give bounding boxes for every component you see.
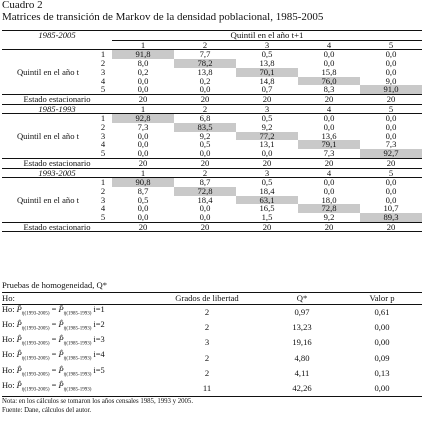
stationary-row (2, 222, 422, 232)
row-axis-label: Quintil en el año t (2, 50, 94, 95)
diagonal-cell: 76,0 (298, 77, 360, 86)
stationary-cell: 20 (174, 222, 236, 232)
row-quintile: 1 (94, 50, 112, 59)
homogeneity-header-row (2, 293, 422, 305)
hypothesis-index: i=4 (93, 350, 105, 360)
period-label: 1985-2005 (2, 31, 112, 41)
matrix-cell: 0,0 (137, 85, 149, 95)
df-cell: 2 (204, 367, 210, 378)
column-header: Valor p (342, 293, 422, 305)
stationary-label: Estado estacionario (2, 94, 112, 104)
matrix-cell: 0,0 (385, 186, 397, 196)
matrix-cell: 7,3 (137, 123, 149, 132)
diagonal-cell: 79,1 (298, 140, 360, 149)
column-number: 4 (298, 168, 360, 178)
column-number: 3 (236, 104, 298, 114)
matrix-cell: 0,0 (323, 186, 335, 196)
period-header-row (2, 104, 422, 114)
period-header-row (2, 31, 422, 41)
period-header-row (2, 168, 422, 178)
stationary-cell: 20 (298, 158, 360, 168)
row-quintile: 2 (100, 186, 106, 196)
diagonal-cell: 72,8 (174, 187, 236, 196)
period-label: 1993-2005 (2, 168, 112, 178)
matrix-cell: 10,7 (383, 204, 399, 214)
row-quintile: 4 (100, 140, 106, 150)
hypothesis-cell: Ho: $P̂_{ij(1993-2005)}$ = $P̂_{ij(1985-1993)}$ i=5 (2, 365, 105, 378)
diagonal-cell: 78,2 (174, 59, 236, 68)
stationary-label: Estado estacionario (2, 222, 112, 232)
p-value-cell: 0,00 (374, 337, 390, 348)
diagonal-cell: 92,7 (360, 149, 422, 158)
row-quintile: 3 (100, 67, 106, 77)
table-title: Matrices de transición de Markov de la densidad poblacional, 1985-2005 (2, 11, 324, 23)
stationary-cell: 20 (360, 94, 422, 104)
row-quintile: 3 (100, 195, 106, 205)
matrix-row (2, 114, 422, 123)
row-quintile: 1 (94, 114, 112, 123)
matrix-cell: 0,0 (385, 59, 397, 68)
stationary-cell: 20 (112, 222, 174, 232)
column-number: 1 (112, 104, 174, 114)
row-quintile: 2 (100, 123, 106, 132)
matrix-row (2, 178, 422, 187)
matrix-cell: 16,5 (259, 204, 275, 214)
matrix-cell: 13,1 (259, 140, 275, 150)
diagonal-cell: 70,1 (236, 68, 298, 77)
matrix-cell: 0,0 (385, 67, 397, 77)
column-number: 5 (360, 168, 422, 178)
column-header: Q* (262, 293, 342, 305)
matrix-cell: 0,7 (261, 85, 273, 95)
column-number-row (2, 40, 422, 50)
q-stat-cell: 19,16 (292, 337, 312, 348)
df-cell: 3 (204, 337, 210, 348)
stationary-row (2, 158, 422, 168)
stationary-cell: 20 (360, 158, 422, 168)
table-number: Cuadro 2 (2, 0, 43, 11)
matrix-cell: 0,2 (137, 67, 149, 77)
matrix-cell: 8,3 (323, 85, 335, 95)
row-axis-label: Quintil en el año t (2, 178, 94, 223)
df-cell: 2 (204, 322, 210, 333)
diagonal-cell: 91,8 (112, 50, 174, 59)
matrix-cell: 8,0 (137, 59, 149, 68)
matrix-cell: 13,6 (321, 131, 337, 141)
blank-cell (2, 40, 112, 50)
matrix-cell: 0,0 (385, 195, 397, 205)
matrix-cell: 0,0 (298, 114, 360, 123)
matrix-cell: 0,0 (137, 213, 149, 223)
row-quintile: 5 (100, 149, 106, 159)
row-quintile: 4 (100, 76, 106, 86)
diagonal-cell: 91,0 (360, 85, 422, 94)
homogeneity-row (2, 366, 422, 381)
diagonal-cell: 90,8 (112, 178, 174, 187)
matrix-cell: 0,0 (199, 85, 211, 95)
column-number: 1 (140, 40, 146, 50)
matrix-cell: 0,0 (385, 123, 397, 132)
matrix-cell: 15,8 (321, 67, 337, 77)
row-quintile: 5 (100, 213, 106, 223)
stationary-cell: 20 (236, 158, 298, 168)
hypothesis-index: i=3 (93, 335, 105, 345)
stationary-cell: 20 (298, 222, 360, 232)
df-cell: 2 (204, 352, 210, 363)
matrix-cell: 0,0 (360, 50, 422, 59)
hypothesis-cell: Ho: $P̂_{ij(1993-2005)}$ = $P̂_{ij(1985-1993)}$ (2, 381, 152, 397)
matrix-cell: 0,0 (298, 178, 360, 187)
homogeneity-title: Pruebas de homogeneidad, Q* (2, 280, 108, 290)
row-quintile: 3 (100, 131, 106, 141)
column-header: Ho: (2, 293, 152, 305)
markov-matrices-table (2, 30, 422, 232)
row-quintile: 2 (100, 59, 106, 68)
matrix-cell: 0,0 (199, 204, 211, 214)
quintile-header: Quintil en el año t+1 (112, 31, 422, 41)
matrix-cell: 0,0 (298, 50, 360, 59)
matrix-cell: 0,0 (137, 149, 149, 159)
column-number: 5 (360, 104, 422, 114)
column-number: 4 (326, 40, 332, 50)
diagonal-cell: 77,2 (236, 132, 298, 141)
matrix-cell: 18,0 (321, 195, 337, 205)
matrix-row (2, 50, 422, 59)
matrix-cell: 0,0 (137, 76, 149, 86)
matrix-cell: 13,8 (259, 59, 275, 68)
row-quintile: 1 (94, 178, 112, 187)
stationary-label: Estado estacionario (2, 158, 112, 168)
matrix-cell: 0,0 (360, 178, 422, 187)
hypothesis-index: i=2 (93, 319, 105, 329)
q-stat-cell: 0,97 (294, 306, 310, 317)
matrix-cell: 0,5 (236, 50, 298, 59)
matrix-cell: 13,8 (197, 67, 213, 77)
matrix-cell: 0,0 (385, 131, 397, 141)
column-number: 2 (174, 168, 236, 178)
matrix-cell: 0,0 (360, 114, 422, 123)
homogeneity-row (2, 350, 422, 365)
q-stat-cell: 13,23 (292, 322, 312, 333)
stationary-cell: 20 (174, 158, 236, 168)
diagonal-cell: 92,8 (112, 114, 174, 123)
stationary-cell: 20 (360, 222, 422, 232)
matrix-cell: 0,2 (199, 76, 211, 86)
matrix-cell: 0,0 (199, 149, 211, 159)
row-quintile: 4 (100, 204, 106, 214)
stationary-cell: 20 (112, 94, 174, 104)
matrix-cell: 1,5 (261, 213, 273, 223)
matrix-cell: 9,2 (323, 213, 335, 223)
hypothesis-index: i=1 (93, 304, 105, 314)
matrix-cell: 7,3 (385, 140, 397, 150)
matrix-cell: 7,7 (174, 50, 236, 59)
matrix-cell: 7,3 (323, 149, 335, 159)
p-value-cell: 0,13 (374, 367, 390, 378)
diagonal-cell: 83,5 (174, 123, 236, 132)
column-number: 2 (202, 40, 208, 50)
column-number: 3 (236, 168, 298, 178)
homogeneity-row (2, 320, 422, 335)
homogeneity-row (2, 335, 422, 350)
hypothesis-index: i=5 (93, 365, 105, 375)
hypothesis-cell: Ho: $P̂_{ij(1993-2005)}$ = $P̂_{ij(1985-1993)}$ i=3 (2, 335, 105, 347)
q-stat-cell: 4,11 (294, 367, 310, 378)
stationary-cell: 20 (236, 94, 298, 104)
q-stat-cell: 4,80 (294, 352, 310, 363)
matrix-cell: 0,0 (137, 204, 149, 214)
column-number: 1 (112, 168, 174, 178)
homogeneity-row (2, 304, 422, 320)
diagonal-cell: 63,1 (236, 196, 298, 205)
matrix-cell: 0,5 (236, 178, 298, 187)
hypothesis-cell: Ho: $P̂_{ij(1993-2005)}$ = $P̂_{ij(1985-1993)}$ i=2 (2, 319, 105, 332)
table-note: Nota: en los cálculos se tomaron los años censales 1985, 1993 y 2005. (2, 398, 194, 405)
matrix-cell: 0,5 (199, 140, 211, 150)
matrix-cell: 0,0 (137, 131, 149, 141)
matrix-cell: 0,0 (261, 149, 273, 159)
stationary-row (2, 94, 422, 104)
p-value-cell: 0,61 (374, 306, 390, 317)
period-label: 1985-1993 (2, 104, 112, 114)
df-cell: 2 (204, 306, 210, 317)
df-cell: 11 (152, 381, 262, 397)
matrix-cell: 8,7 (137, 186, 149, 196)
column-number: 3 (264, 40, 270, 50)
p-value-cell: 0,09 (374, 352, 390, 363)
matrix-cell: 9,2 (261, 123, 273, 132)
column-number: 5 (388, 40, 394, 50)
matrix-cell: 18,4 (259, 186, 275, 196)
matrix-cell: 0,0 (323, 59, 335, 68)
column-header: Grados de libertad (152, 293, 262, 305)
table-source: Fuente: Dane, cálculos del autor. (2, 407, 92, 414)
matrix-cell: 0,0 (137, 140, 149, 150)
homogeneity-row (2, 381, 422, 397)
column-number: 4 (298, 104, 360, 114)
diagonal-cell: 72,8 (298, 204, 360, 213)
matrix-cell: 0,0 (199, 213, 211, 223)
matrix-cell: 14,8 (259, 76, 275, 86)
matrix-cell: 9,2 (199, 131, 211, 141)
matrix-cell: 0,5 (137, 195, 149, 205)
matrix-cell: 0,5 (236, 114, 298, 123)
row-axis-label: Quintil en el año t (2, 114, 94, 159)
column-number: 2 (174, 104, 236, 114)
matrix-cell: 18,4 (197, 195, 213, 205)
p-value-cell: 0,00 (342, 381, 422, 397)
stationary-cell: 20 (236, 222, 298, 232)
hypothesis-cell: Ho: $P̂_{ij(1993-2005)}$ = $P̂_{ij(1985-1993)}$ i=1 (2, 304, 105, 317)
row-quintile: 5 (100, 85, 106, 95)
matrix-cell: 6,8 (174, 114, 236, 123)
hypothesis-cell: Ho: $P̂_{ij(1993-2005)}$ = $P̂_{ij(1985-1993)}$ i=4 (2, 350, 105, 363)
homogeneity-table (2, 292, 422, 397)
matrix-cell: 9,0 (385, 76, 397, 86)
diagonal-cell: 89,3 (360, 213, 422, 222)
matrix-cell: 8,7 (174, 178, 236, 187)
stationary-cell: 20 (112, 158, 174, 168)
stationary-cell: 20 (174, 94, 236, 104)
matrix-cell: 0,0 (323, 123, 335, 132)
q-stat-cell: 42,26 (262, 381, 342, 397)
stationary-cell: 20 (298, 94, 360, 104)
p-value-cell: 0,00 (374, 322, 390, 333)
